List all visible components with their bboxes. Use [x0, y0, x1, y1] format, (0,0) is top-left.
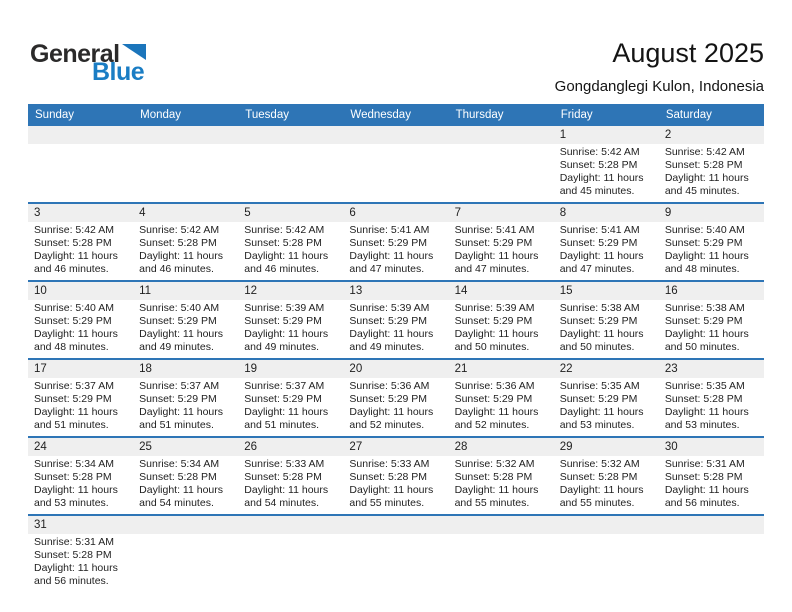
day-cell: [343, 144, 448, 202]
day-cell: [449, 378, 554, 436]
day-cell: [28, 222, 133, 280]
day-cell: [238, 222, 343, 280]
day-number: 24: [34, 441, 47, 453]
weekday-header-thursday: Thursday: [455, 109, 504, 121]
day-number: 31: [34, 519, 47, 531]
day-info-line: and 51 minutes.: [34, 419, 109, 431]
day-info-line: Sunrise: 5:33 AM: [244, 458, 325, 470]
day-cell: [659, 222, 764, 280]
day-cell: [28, 300, 133, 358]
day-cell: [659, 378, 764, 436]
day-cell: [659, 534, 764, 592]
day-info-line: Sunrise: 5:39 AM: [244, 302, 325, 314]
day-number: 20: [349, 363, 363, 375]
day-cell: [28, 144, 133, 202]
page-subtitle: Gongdanglegi Kulon, Indonesia: [554, 78, 764, 95]
day-number: 7: [454, 207, 461, 219]
day-info-line: and 56 minutes.: [664, 497, 740, 509]
day-number: 15: [559, 285, 573, 297]
day-info-line: and 45 minutes.: [559, 185, 635, 197]
day-info-line: and 51 minutes.: [139, 419, 214, 431]
day-info-line: Sunrise: 5:42 AM: [139, 224, 220, 236]
day-info-line: Daylight: 11 hours: [34, 562, 118, 574]
day-info-line: Sunset: 5:29 PM: [349, 315, 428, 327]
day-cell: [554, 456, 659, 514]
day-info-line: Daylight: 11 hours: [349, 250, 434, 262]
day-info-line: and 50 minutes.: [454, 341, 530, 353]
day-info-line: Daylight: 11 hours: [244, 484, 329, 496]
day-info-line: Sunrise: 5:32 AM: [454, 458, 535, 470]
day-number: 4: [139, 207, 146, 219]
day-cell: [554, 144, 659, 202]
day-cell: [449, 222, 554, 280]
day-info-line: Sunrise: 5:36 AM: [349, 380, 430, 392]
day-info-line: Daylight: 11 hours: [34, 484, 118, 496]
day-info-line: Daylight: 11 hours: [34, 328, 118, 340]
day-info-line: Sunrise: 5:33 AM: [349, 458, 430, 470]
day-cell: [238, 144, 343, 202]
day-cell: [343, 300, 448, 358]
day-info-line: Daylight: 11 hours: [244, 328, 329, 340]
day-info-line: Daylight: 11 hours: [34, 250, 118, 262]
day-number-strip: [28, 282, 764, 300]
day-info-line: Sunrise: 5:42 AM: [559, 146, 640, 158]
day-info-line: and 47 minutes.: [559, 263, 635, 275]
day-info-line: Sunrise: 5:41 AM: [349, 224, 430, 236]
day-info-line: Daylight: 11 hours: [349, 406, 434, 418]
day-cell: [28, 534, 133, 592]
day-cell: [238, 534, 343, 592]
day-info-line: Sunrise: 5:36 AM: [454, 380, 535, 392]
day-info-line: Sunset: 5:28 PM: [139, 471, 217, 483]
day-info-line: and 52 minutes.: [454, 419, 530, 431]
day-cell: [133, 222, 238, 280]
day-cell: [449, 456, 554, 514]
day-info-line: Sunrise: 5:37 AM: [244, 380, 325, 392]
day-info-line: Sunrise: 5:35 AM: [559, 380, 640, 392]
day-info-line: and 54 minutes.: [139, 497, 214, 509]
day-info-line: and 51 minutes.: [244, 419, 319, 431]
day-cell: [133, 300, 238, 358]
calendar-table: [28, 104, 764, 592]
weekday-header-monday: Monday: [140, 109, 182, 121]
day-number: 26: [244, 441, 258, 453]
day-details-row: [28, 456, 764, 514]
day-number: 17: [34, 363, 47, 375]
day-number-strip: [28, 516, 764, 534]
day-number: 2: [664, 129, 672, 141]
day-info-line: Sunset: 5:28 PM: [559, 159, 638, 171]
day-number: 6: [349, 207, 356, 219]
day-cell: [659, 300, 764, 358]
day-cell: [449, 144, 554, 202]
day-number: 3: [34, 207, 41, 219]
day-number: 21: [454, 363, 468, 375]
week-row: [28, 282, 764, 360]
day-cell: [554, 222, 659, 280]
day-info-line: Daylight: 11 hours: [139, 484, 223, 496]
day-info-line: Daylight: 11 hours: [454, 406, 539, 418]
day-info-line: Daylight: 11 hours: [139, 250, 223, 262]
day-info-line: Sunset: 5:28 PM: [664, 471, 743, 483]
day-info-line: Sunrise: 5:42 AM: [664, 146, 745, 158]
day-cell: [343, 456, 448, 514]
day-info-line: Sunset: 5:29 PM: [139, 315, 217, 327]
day-info-line: Sunset: 5:28 PM: [139, 237, 217, 249]
day-info-line: Sunset: 5:28 PM: [34, 237, 112, 249]
day-info-line: and 49 minutes.: [139, 341, 214, 353]
day-info-line: Sunrise: 5:39 AM: [454, 302, 535, 314]
day-info-line: and 45 minutes.: [664, 185, 740, 197]
day-info-line: Daylight: 11 hours: [664, 172, 749, 184]
day-number: 12: [244, 285, 258, 297]
day-info-line: Sunrise: 5:41 AM: [454, 224, 535, 236]
day-info-line: Sunrise: 5:34 AM: [139, 458, 220, 470]
day-number: 1: [559, 129, 567, 141]
day-info-line: and 53 minutes.: [34, 497, 109, 509]
day-info-line: Sunrise: 5:38 AM: [559, 302, 640, 314]
day-info-line: Sunset: 5:29 PM: [349, 393, 428, 405]
weekday-header-sunday: Sunday: [35, 109, 75, 121]
day-number-strip: [28, 360, 764, 378]
day-info-line: Sunset: 5:29 PM: [454, 393, 533, 405]
day-info-line: and 54 minutes.: [244, 497, 319, 509]
day-info-line: Daylight: 11 hours: [349, 484, 434, 496]
day-details-row: [28, 378, 764, 436]
week-row: [28, 438, 764, 516]
day-info-line: Sunset: 5:29 PM: [559, 315, 638, 327]
day-info-line: Daylight: 11 hours: [664, 484, 749, 496]
day-number: 29: [559, 441, 573, 453]
day-info-line: Sunset: 5:28 PM: [244, 237, 322, 249]
day-info-line: Sunrise: 5:37 AM: [34, 380, 114, 392]
day-info-line: Sunset: 5:29 PM: [34, 393, 112, 405]
day-info-line: and 46 minutes.: [244, 263, 319, 275]
day-info-line: and 55 minutes.: [454, 497, 530, 509]
day-number-strip: [28, 438, 764, 456]
day-number: 27: [349, 441, 363, 453]
day-cell: [133, 144, 238, 202]
day-info-line: Sunrise: 5:31 AM: [34, 536, 114, 548]
day-info-line: Sunrise: 5:40 AM: [664, 224, 745, 236]
weekday-header-tuesday: Tuesday: [245, 109, 289, 121]
day-cell: [659, 456, 764, 514]
day-details-row: [28, 222, 764, 280]
day-cell: [133, 534, 238, 592]
day-cell: [343, 378, 448, 436]
day-cell: [133, 378, 238, 436]
week-row: [28, 126, 764, 204]
day-cell: [28, 378, 133, 436]
day-number: 30: [664, 441, 678, 453]
day-info-line: Daylight: 11 hours: [349, 328, 434, 340]
day-info-line: Sunset: 5:29 PM: [664, 315, 743, 327]
day-info-line: and 47 minutes.: [454, 263, 530, 275]
day-info-line: Daylight: 11 hours: [559, 484, 644, 496]
day-info-line: Sunset: 5:28 PM: [559, 471, 638, 483]
day-info-line: Sunset: 5:28 PM: [34, 549, 112, 561]
day-number: 22: [559, 363, 573, 375]
day-info-line: Daylight: 11 hours: [664, 406, 749, 418]
day-number-strip: [28, 126, 764, 144]
day-number: 19: [244, 363, 258, 375]
day-info-line: and 52 minutes.: [349, 419, 425, 431]
calendar-weeks: [28, 126, 764, 592]
day-number: 28: [454, 441, 468, 453]
day-details-row: [28, 534, 764, 592]
day-info-line: Daylight: 11 hours: [244, 406, 329, 418]
day-info-line: and 53 minutes.: [664, 419, 740, 431]
day-cell: [343, 222, 448, 280]
day-info-line: Daylight: 11 hours: [34, 406, 118, 418]
day-info-line: and 48 minutes.: [34, 341, 109, 353]
day-info-line: Sunset: 5:28 PM: [244, 471, 322, 483]
day-info-line: Daylight: 11 hours: [454, 250, 539, 262]
day-info-line: and 48 minutes.: [664, 263, 740, 275]
day-cell: [554, 300, 659, 358]
day-info-line: and 46 minutes.: [34, 263, 109, 275]
day-number: 25: [139, 441, 152, 453]
day-info-line: Sunset: 5:29 PM: [454, 315, 533, 327]
day-info-line: Sunset: 5:29 PM: [559, 393, 638, 405]
day-number: 5: [244, 207, 251, 219]
day-cell: [449, 534, 554, 592]
general-blue-logo: [30, 42, 146, 85]
day-number: 23: [664, 363, 678, 375]
day-number: 8: [559, 207, 567, 219]
day-info-line: Daylight: 11 hours: [559, 172, 644, 184]
day-info-line: and 47 minutes.: [349, 263, 425, 275]
weekday-header-row: [28, 104, 764, 126]
day-info-line: and 49 minutes.: [349, 341, 425, 353]
day-info-line: Sunrise: 5:40 AM: [139, 302, 220, 314]
day-info-line: Sunset: 5:28 PM: [349, 471, 428, 483]
day-cell: [449, 300, 554, 358]
day-number: 10: [34, 285, 47, 297]
day-info-line: Sunset: 5:29 PM: [244, 315, 322, 327]
day-info-line: Sunrise: 5:42 AM: [244, 224, 325, 236]
weekday-header-friday: Friday: [560, 109, 593, 121]
day-info-line: Sunset: 5:28 PM: [664, 393, 743, 405]
day-number: 14: [454, 285, 468, 297]
day-info-line: and 49 minutes.: [244, 341, 319, 353]
logo-text-blue: Blue: [92, 58, 145, 86]
day-cell: [238, 378, 343, 436]
day-info-line: and 53 minutes.: [559, 419, 635, 431]
day-info-line: Sunrise: 5:40 AM: [34, 302, 114, 314]
day-info-line: Sunrise: 5:38 AM: [664, 302, 745, 314]
day-info-line: Daylight: 11 hours: [664, 328, 749, 340]
week-row: [28, 516, 764, 592]
day-info-line: Sunrise: 5:35 AM: [664, 380, 745, 392]
day-info-line: and 46 minutes.: [139, 263, 214, 275]
day-number: 16: [664, 285, 678, 297]
day-number: 13: [349, 285, 363, 297]
page-title: August 2025: [612, 38, 764, 68]
day-info-line: Daylight: 11 hours: [139, 328, 223, 340]
day-info-line: and 56 minutes.: [34, 575, 109, 587]
day-number-strip: [28, 204, 764, 222]
day-info-line: Sunset: 5:29 PM: [559, 237, 638, 249]
logo-text-general: General: [30, 40, 120, 68]
day-info-line: Sunrise: 5:42 AM: [34, 224, 114, 236]
day-cell: [133, 456, 238, 514]
day-info-line: Daylight: 11 hours: [244, 250, 329, 262]
day-number: 11: [139, 285, 152, 297]
day-cell: [238, 456, 343, 514]
day-info-line: Sunrise: 5:39 AM: [349, 302, 430, 314]
day-details-row: [28, 144, 764, 202]
day-info-line: Sunrise: 5:37 AM: [139, 380, 220, 392]
day-info-line: Sunset: 5:29 PM: [34, 315, 112, 327]
day-number: 18: [139, 363, 152, 375]
day-info-line: Sunset: 5:29 PM: [454, 237, 533, 249]
day-info-line: Sunset: 5:29 PM: [664, 237, 743, 249]
day-info-line: Daylight: 11 hours: [559, 250, 644, 262]
day-info-line: Daylight: 11 hours: [559, 328, 644, 340]
day-info-line: Sunset: 5:28 PM: [664, 159, 743, 171]
day-info-line: Daylight: 11 hours: [454, 328, 539, 340]
day-info-line: and 50 minutes.: [664, 341, 740, 353]
day-info-line: Sunset: 5:28 PM: [454, 471, 533, 483]
day-info-line: and 55 minutes.: [559, 497, 635, 509]
day-info-line: Daylight: 11 hours: [664, 250, 749, 262]
day-cell: [554, 534, 659, 592]
day-info-line: Sunrise: 5:31 AM: [664, 458, 745, 470]
day-cell: [659, 144, 764, 202]
day-cell: [343, 534, 448, 592]
day-info-line: Daylight: 11 hours: [454, 484, 539, 496]
day-details-row: [28, 300, 764, 358]
week-row: [28, 204, 764, 282]
day-cell: [238, 300, 343, 358]
day-info-line: Sunset: 5:29 PM: [139, 393, 217, 405]
day-number: 9: [664, 207, 672, 219]
day-info-line: Sunset: 5:29 PM: [244, 393, 322, 405]
title-block: [555, 38, 764, 95]
weekday-header-saturday: Saturday: [665, 109, 712, 121]
day-cell: [554, 378, 659, 436]
day-info-line: Daylight: 11 hours: [139, 406, 223, 418]
weekday-header-wednesday: Wednesday: [350, 109, 411, 121]
day-info-line: Sunset: 5:28 PM: [34, 471, 112, 483]
day-info-line: Daylight: 11 hours: [559, 406, 644, 418]
day-info-line: Sunrise: 5:34 AM: [34, 458, 114, 470]
day-cell: [28, 456, 133, 514]
week-row: [28, 360, 764, 438]
day-info-line: Sunrise: 5:32 AM: [559, 458, 640, 470]
day-info-line: and 55 minutes.: [349, 497, 425, 509]
day-info-line: Sunset: 5:29 PM: [349, 237, 428, 249]
day-info-line: Sunrise: 5:41 AM: [559, 224, 640, 236]
day-info-line: and 50 minutes.: [559, 341, 635, 353]
